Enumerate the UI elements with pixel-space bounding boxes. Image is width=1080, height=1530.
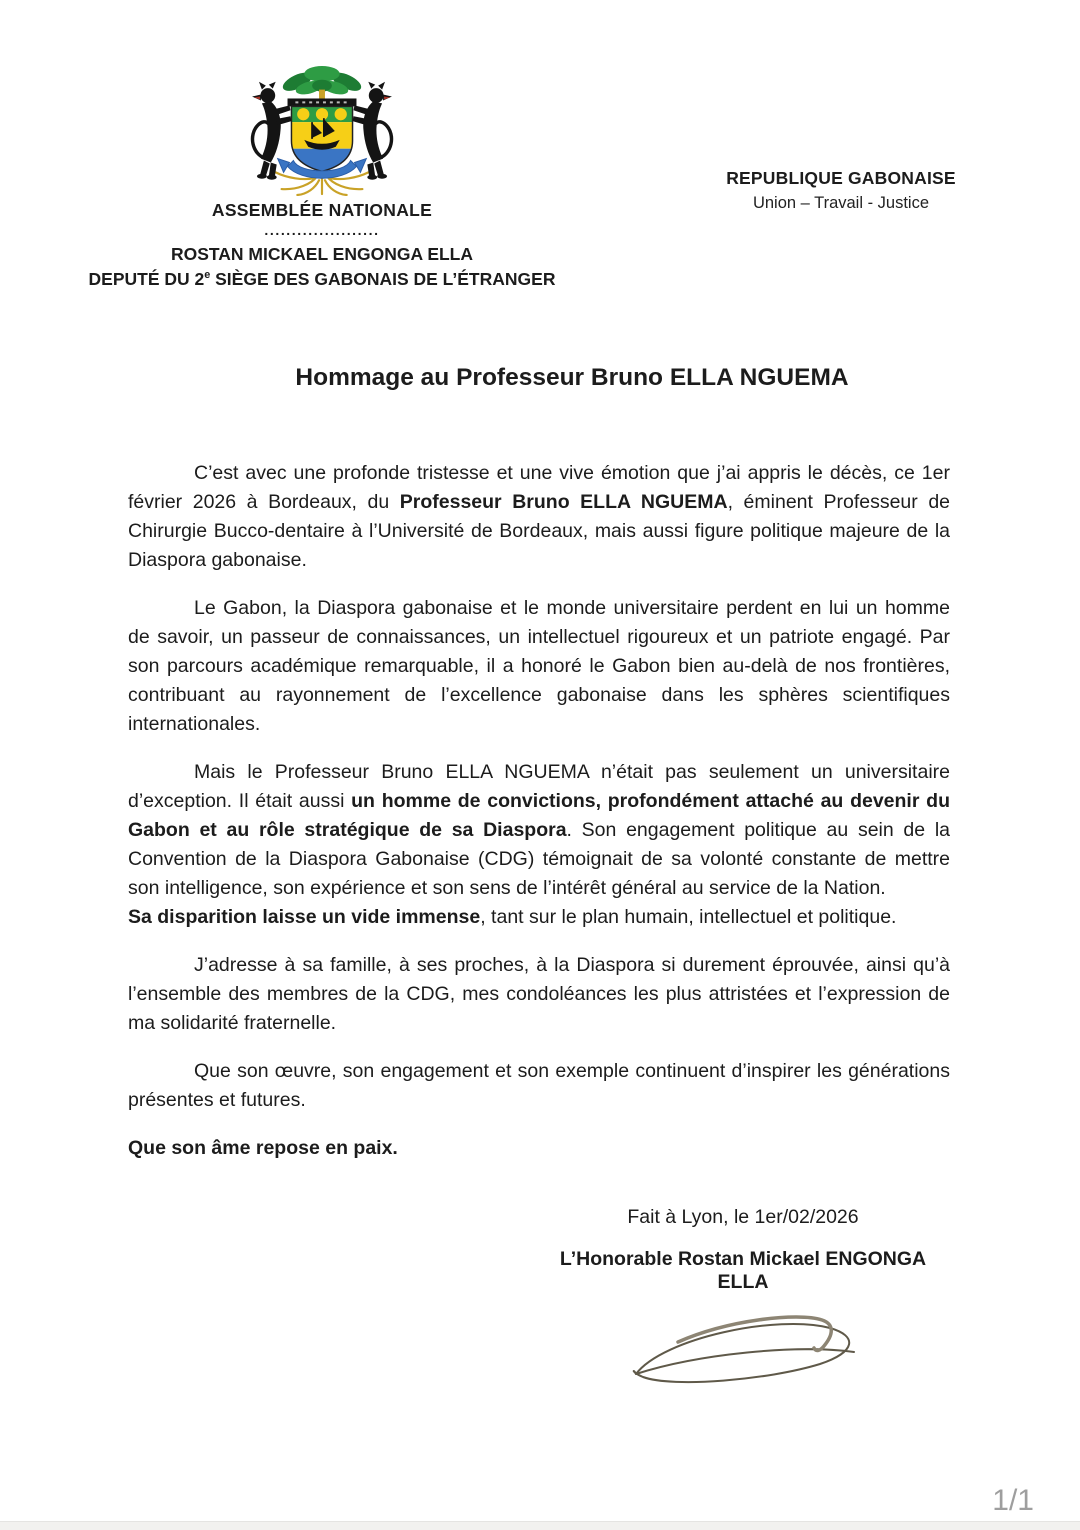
signature-scribble [618, 1302, 868, 1407]
body-paragraph-4: Sa disparition laisse un vide immense, tant sur le plan humain, intellectuel et politique. [128, 906, 897, 928]
org-name: ASSEMBLÉE NATIONALE [211, 200, 433, 220]
national-motto: Union – Travail - Justice [752, 194, 930, 212]
deputy-role-suffix: SIÈGE DES GABONAIS DE L’ÉTRANGER [210, 269, 556, 289]
body-paragraph-6: Que son œuvre, son engagement et son exemple continuent d’inspirer les générations présentes et futures. [128, 1060, 950, 1111]
body-paragraph-1: C’est avec une profonde tristesse et une vive émotion que j’ai appris le décès, ce 1er février 2026 à Bordeaux, du Professeur Bruno ELLA NGUEMA, éminent Professeur de Chirurgie Bucco-dentaire à l’Université de Bordeaux, mais aussi figure politique majeure de la Diaspora gabonaise. [128, 462, 951, 571]
gabon-coat-of-arms-icon [238, 64, 406, 196]
signatory-name: L’Honorable Rostan Mickael ENGONGA ELLA [559, 1248, 927, 1293]
dotted-separator: ..................... [264, 222, 380, 238]
body-paragraph-7: Que son âme repose en paix. [128, 1137, 398, 1159]
letterhead-left [60, 64, 584, 290]
body-paragraph-5: J’adresse à sa famille, à ses proches, à la Diaspora si durement éprouvée, ainsi qu’à l’ensemble des membres de la CDG, mes condoléances les plus attristées et l’expression de ma solidarité fraternelle. [128, 954, 950, 1034]
deputy-name: ROSTAN MICKAEL ENGONGA ELLA [170, 244, 474, 264]
deputy-role [60, 269, 584, 290]
body-paragraph-3: Mais le Professeur Bruno ELLA NGUEMA n’était pas seulement un universitaire d’exception. Il était aussi un homme de convictions, profondément attaché au devenir du Gabon et au rôle stratégique de sa Diaspora. Son engagement politique au sein de la Convention de la Diaspora Gabonaise (CDG) témoignait de sa volonté constante de mettre son intelligence, son expérience et son sens de l’intérêt général au service de la Nation. [128, 761, 950, 899]
letter-body [128, 459, 950, 1182]
body-paragraph-2: Le Gabon, la Diaspora gabonaise et le monde universitaire perdent en lui un homme de savoir, un passeur de connaissances, un intellectuel rigoureux et un patriote engagé. Par son parcours académique remarquable, il a honoré le Gabon bien au-delà de nos frontières, contribuant au rayonnement de l’excellence gabonaise dans les sphères scientifiques internationales. [128, 597, 950, 735]
viewer-bottom-edge [0, 1521, 1080, 1530]
letter-title: Hommage au Professeur Bruno ELLA NGUEMA [295, 364, 849, 391]
place-and-date: Fait à Lyon, le 1er/02/2026 [627, 1206, 859, 1228]
closing-block [538, 1206, 948, 1407]
page-number: 1/1 [992, 1484, 1034, 1517]
deputy-role-ordinal: e [204, 269, 211, 282]
deputy-role-prefix: DEPUTÉ DU 2 [88, 269, 205, 289]
country-name: REPUBLIQUE GABONAISE [726, 168, 956, 188]
letterhead-right [688, 168, 994, 213]
